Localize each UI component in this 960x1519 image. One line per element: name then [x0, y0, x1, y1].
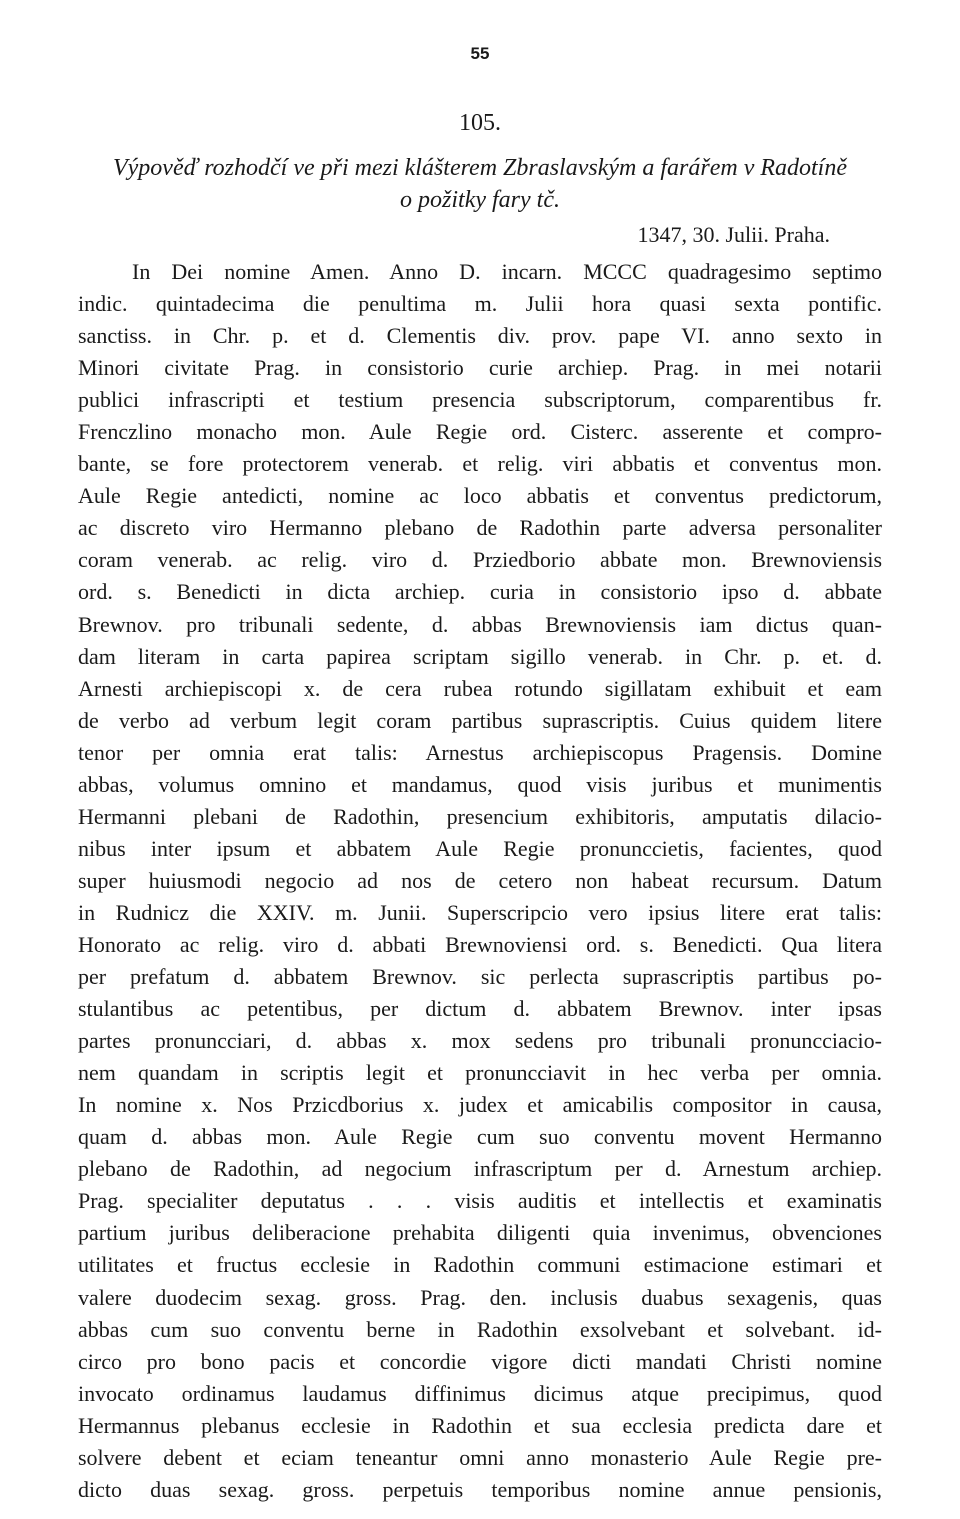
text-line: Hermanni plebani de Radothin, presencium exhibitoris, amputatis dilacio-: [78, 803, 882, 829]
document-heading: [78, 152, 882, 216]
text-line: quam d. abbas mon. Aule Regie cum suo conventu movent Hermanno: [78, 1124, 882, 1150]
text-line: partium juribus deliberacione prehabita diligenti quia invenimus, obvenciones: [78, 1220, 882, 1246]
text-line: indic. quintadecima die penultima m. Julii hora quasi sexta pontific.: [78, 291, 882, 317]
heading-line: Výpověď rozhodčí ve při mezi klášterem Zbraslavským a farářem v Radotíně: [112, 155, 847, 181]
dateline: 1347, 30. Julii. Praha.: [637, 222, 830, 247]
text-line: partes pronuncciari, d. abbas x. mox sedens pro tribunali pronuncciacio-: [78, 1028, 882, 1054]
text-line: ac discreto viro Hermanno plebano de Radothin parte adversa personaliter: [78, 515, 882, 541]
text-line: Prag. specialiter deputatus . . . visis auditis et intellectis et examinatis: [78, 1188, 882, 1214]
text-line: dicto duas sexag. gross. perpetuis temporibus nomine annue pensionis,: [78, 1476, 882, 1502]
text-line: Aule Regie antedicti, nomine ac loco abbatis et conventus predictorum,: [78, 483, 882, 509]
text-line: coram venerab. ac relig. viro d. Prziedborio abbate mon. Brewnoviensis: [78, 547, 882, 573]
text-line: Brewnov. pro tribunali sedente, d. abbas Brewnoviensis iam dictus quan-: [78, 611, 882, 637]
text-line: nibus inter ipsum et abbatem Aule Regie pronunccietis, facientes, quod: [78, 835, 882, 861]
text-line: tenor per omnia erat talis: Arnestus archiepiscopus Pragensis. Domine: [78, 739, 882, 765]
document-body: [78, 256, 882, 1506]
text-line: Minori civitate Prag. in consistorio curie archiep. Prag. in mei notarii: [78, 355, 882, 381]
text-line: ord. s. Benedicti in dicta archiep. curia in consistorio ipso d. abbate: [78, 579, 882, 605]
text-line: in Rudnicz die XXIV. m. Junii. Superscripcio vero ipsius litere erat talis:: [78, 899, 882, 925]
text-line: super huiusmodi negocio ad nos de cetero non habeat recursum. Datum: [78, 867, 882, 893]
document-number: 105.: [459, 110, 501, 136]
text-line: stulantibus ac petentibus, per dictum d. abbatem Brewnov. inter ipsas: [78, 996, 882, 1022]
text-line: Arnesti archiepiscopi x. de cera rubea rotundo sigillatam exhibuit et eam: [78, 675, 882, 701]
text-line: abbas cum suo conventu berne in Radothin exsolvebant et solvebant. id-: [78, 1316, 882, 1342]
text-line: In nomine x. Nos Przicdborius x. judex et amicabilis compositor in causa,: [78, 1092, 882, 1118]
text-line: In Dei nomine Amen. Anno D. incarn. MCCC quadragesimo septimo: [132, 259, 882, 284]
text-line: plebano de Radothin, ad negocium infrascriptum per d. Arnestum archiep.: [78, 1156, 882, 1182]
page-number: 55: [470, 44, 490, 63]
text-line: valere duodecim sexag. gross. Prag. den. inclusis duabus sexagenis, quas: [78, 1284, 882, 1310]
text-line: de verbo ad verbum legit coram partibus suprascriptis. Cuius quidem litere: [78, 707, 882, 733]
text-line: bante, se fore protectorem venerab. et relig. viri abbatis et conventus mon.: [78, 451, 882, 477]
text-line: solvere debent et eciam teneantur omni anno monasterio Aule Regie pre-: [78, 1444, 882, 1470]
text-line: circo pro bono pacis et concordie vigore dicti mandati Christi nomine: [78, 1348, 882, 1374]
text-line: invocato ordinamus laudamus diffinimus dicimus atque precipimus, quod: [78, 1380, 882, 1406]
text-line: utilitates et fructus ecclesie in Radothin communi estimacione estimari et: [78, 1252, 882, 1278]
text-line: dam literam in carta papirea scriptam sigillo venerab. in Chr. p. et. d.: [78, 643, 882, 669]
heading-line: o požitky fary tč.: [400, 187, 560, 213]
text-line: publici infrascripti et testium presencia subscriptorum, comparentibus fr.: [78, 387, 882, 413]
text-line: per prefatum d. abbatem Brewnov. sic perlecta suprascriptis partibus po-: [78, 964, 882, 990]
text-line: Hermannus plebanus ecclesie in Radothin et sua ecclesia predicta dare et: [78, 1412, 882, 1438]
text-line: Frenczlino monacho mon. Aule Regie ord. Cisterc. asserente et compro-: [78, 419, 882, 445]
text-line: abbas, volumus omnino et mandamus, quod visis juribus et munimentis: [78, 771, 882, 797]
text-line: nem quandam in scriptis legit et pronuncciavit in hec verba per omnia.: [78, 1060, 882, 1086]
text-line: sanctiss. in Chr. p. et d. Clementis div. prov. pape VI. anno sexto in: [78, 323, 882, 349]
text-line: Honorato ac relig. viro d. abbati Brewnoviensi ord. s. Benedicti. Qua litera: [78, 931, 882, 957]
